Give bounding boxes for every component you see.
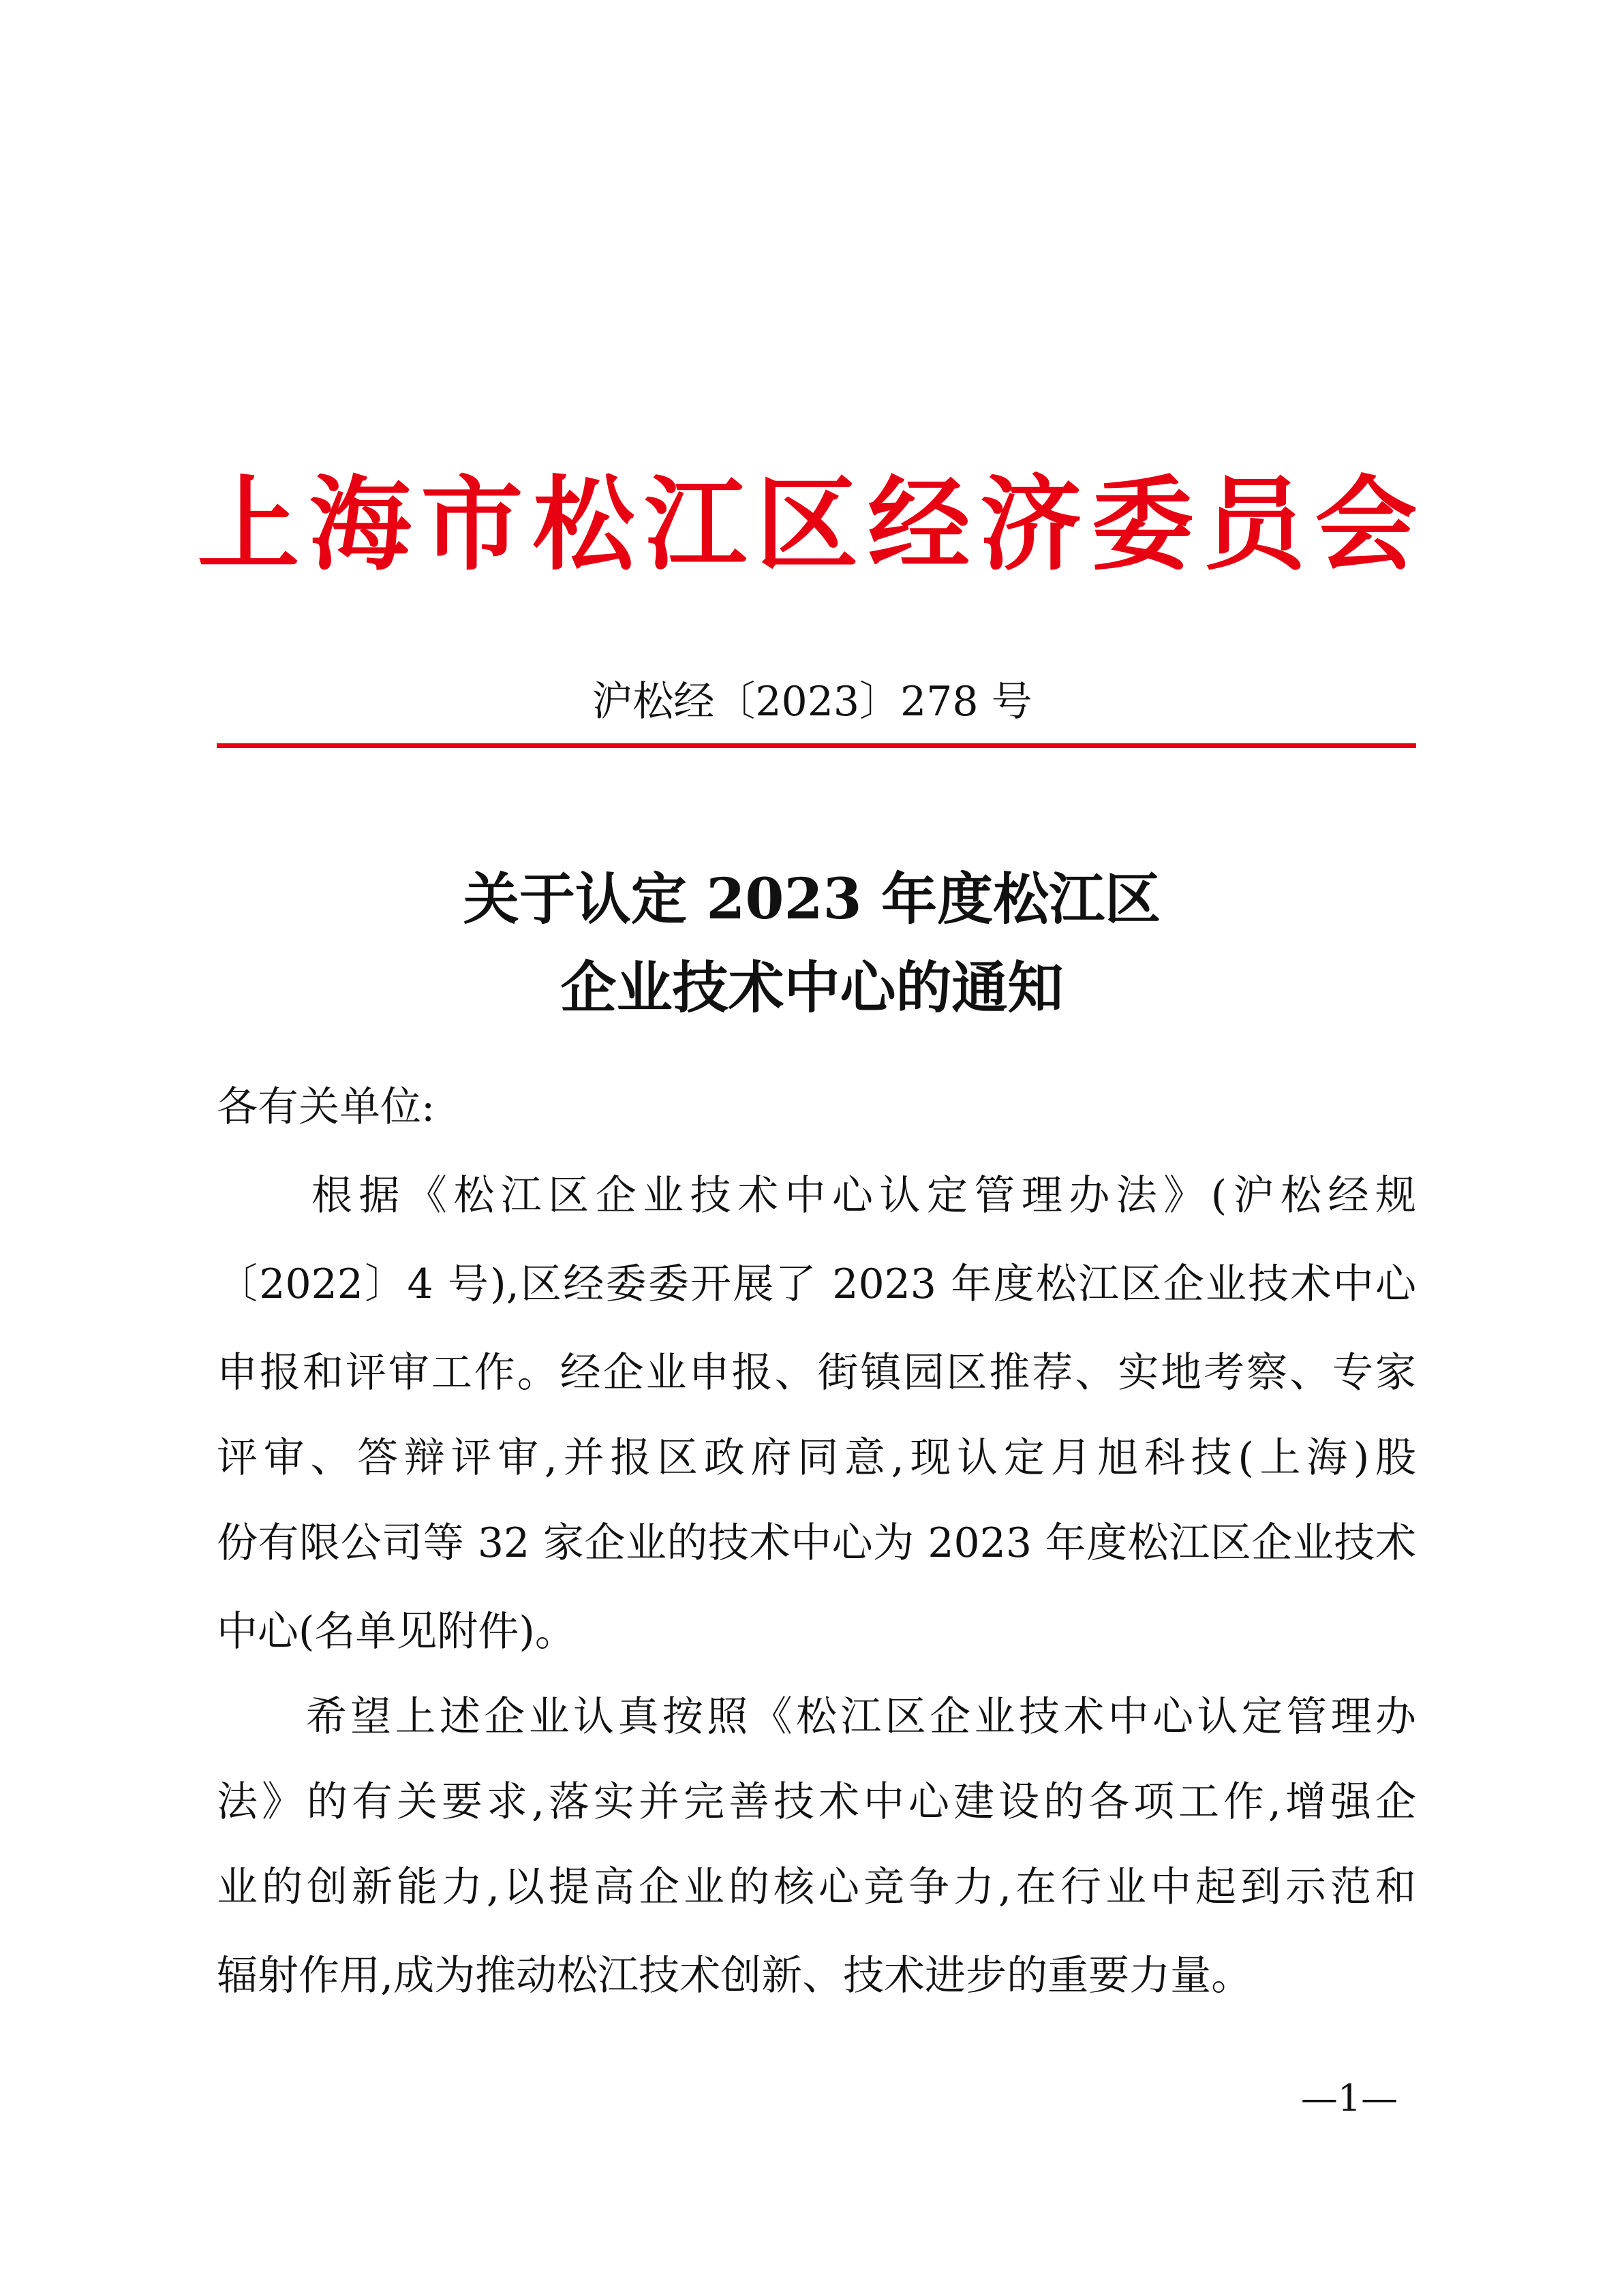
red-divider-line bbox=[217, 743, 1416, 748]
paragraph-1-line: 份有限公司等 32 家企业的技术中心为 2023 年度松江区企业技术 bbox=[217, 1519, 1416, 1567]
document-number: 沪松经〔2023〕278 号 bbox=[592, 678, 1032, 726]
paragraph-1-line: 评审、答辩评审,并报区政府同意,现认定月旭科技(上海)股 bbox=[217, 1434, 1416, 1482]
paragraph-1-line: 申报和评审工作。经企业申报、街镇园区推荐、实地考察、专家 bbox=[217, 1349, 1416, 1397]
paragraph-2-line: 业的创新能力,以提高企业的核心竞争力,在行业中起到示范和 bbox=[217, 1863, 1416, 1911]
paragraph-2-line: 希望上述企业认真按照《松江区企业技术中心认定管理办 bbox=[217, 1693, 1416, 1741]
paragraph-1-line: 根据《松江区企业技术中心认定管理办法》(沪松经规 bbox=[217, 1172, 1416, 1220]
paragraph-1-line: 〔2022〕4 号),区经委委开展了 2023 年度松江区企业技术中心 bbox=[217, 1260, 1416, 1308]
document-title-line-1: 关于认定 2023 年度松江区 bbox=[463, 867, 1161, 932]
paragraph-2-line: 辐射作用,成为推动松江技术创新、技术进步的重要力量。 bbox=[217, 1952, 1253, 2000]
document-title-line-2: 企业技术中心的通知 bbox=[560, 955, 1064, 1021]
page-number: —1— bbox=[1300, 2077, 1398, 2120]
paragraph-2-line: 法》的有关要求,落实并完善技术中心建设的各项工作,增强企 bbox=[217, 1778, 1416, 1826]
issuer-heading: 上海市松江区经济委员会 bbox=[197, 465, 1427, 585]
paragraph-1-line: 中心(名单见附件)。 bbox=[217, 1608, 576, 1656]
salutation: 各有关单位: bbox=[217, 1083, 435, 1131]
